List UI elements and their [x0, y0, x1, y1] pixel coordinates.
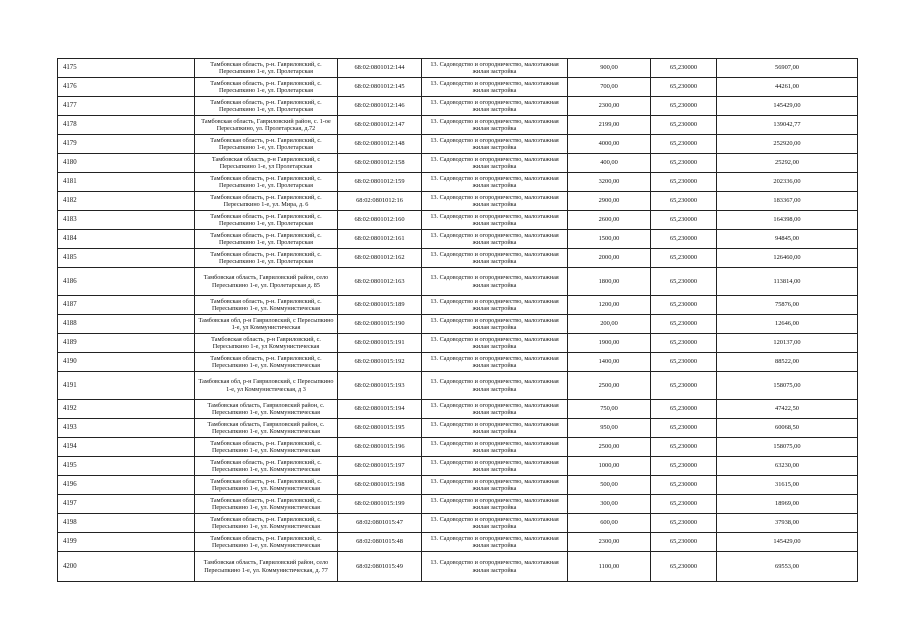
cadastral-number-cell: 68:02:0801012:160: [338, 211, 422, 230]
row-number: 4194: [58, 438, 195, 457]
land-use-cell: 13. Садоводство и огородничество, малоэтажная жилая застройка: [422, 400, 568, 419]
cadastral-number-cell: 68:02:0801015:48: [338, 533, 422, 552]
cadastral-number-cell: 68:02:0801015:199: [338, 495, 422, 514]
address-cell: Тамбовская область, р-н Гавриловский, с. Пересыпкино 1-е, ул Коммунистическая: [195, 334, 338, 353]
table-row: [58, 514, 858, 533]
cadastral-value-cell: 56907,00: [717, 59, 858, 78]
address-cell: Тамбовская область, Гавриловский район, село Пересыпкино 1-е, ул. Пролетарская д. 85: [195, 268, 338, 296]
address-cell: Тамбовская область, р-н. Гавриловский, с. Пересыпкино 1-е, ул. Пролетарская: [195, 59, 338, 78]
table-row: [58, 296, 858, 315]
cadastral-number-cell: 68:02:0801012:163: [338, 268, 422, 296]
row-number: 4183: [58, 211, 195, 230]
area-cell: 4000,00: [568, 135, 651, 154]
address-cell: Тамбовская область, р-н. Гавриловский, с. Пересыпкино 1-е, ул. Коммунистическая: [195, 438, 338, 457]
cadastral-value-cell: 158075,00: [717, 438, 858, 457]
cadastral-number-cell: 68:02:0801012:148: [338, 135, 422, 154]
row-number: 4193: [58, 419, 195, 438]
land-use-cell: 13. Садоводство и огородничество, малоэтажная жилая застройка: [422, 334, 568, 353]
cadastral-number-cell: 68:02:0801015:191: [338, 334, 422, 353]
table-row: [58, 135, 858, 154]
area-cell: 1200,00: [568, 296, 651, 315]
row-number: 4190: [58, 353, 195, 372]
area-cell: 950,00: [568, 419, 651, 438]
cadastral-number-cell: 68:02:0801015:197: [338, 457, 422, 476]
land-use-cell: 13. Садоводство и огородничество, малоэтажная жилая застройка: [422, 173, 568, 192]
specific-value-cell: 65,230000: [651, 78, 717, 97]
address-cell: Тамбовская область, р-н. Гавриловский, с. Пересыпкино 1-е, ул. Пролетарская: [195, 135, 338, 154]
row-number: 4192: [58, 400, 195, 419]
cadastral-value-cell: 75876,00: [717, 296, 858, 315]
cadastral-value-cell: 12646,00: [717, 315, 858, 334]
table-row: [58, 59, 858, 78]
cadastral-value-cell: 37938,00: [717, 514, 858, 533]
row-number: 4180: [58, 154, 195, 173]
row-number: 4195: [58, 457, 195, 476]
cadastral-number-cell: 68:02:0801015:198: [338, 476, 422, 495]
table-row: [58, 192, 858, 211]
table-row: [58, 334, 858, 353]
land-use-cell: 13. Садоводство и огородничество, малоэтажная жилая застройка: [422, 438, 568, 457]
address-cell: Тамбовская область, р-н. Гавриловский, с. Пересыпкино 1-е, ул. Пролетарская: [195, 97, 338, 116]
cadastral-number-cell: 68:02:0801015:192: [338, 353, 422, 372]
area-cell: 2500,00: [568, 438, 651, 457]
address-cell: Тамбовская область, р-н. Гавриловский, с. Пересыпкино 1-е, ул. Мира, д. 6: [195, 192, 338, 211]
land-use-cell: 13. Садоводство и огородничество, малоэтажная жилая застройка: [422, 296, 568, 315]
cadastral-value-table: [57, 58, 858, 582]
area-cell: 2000,00: [568, 249, 651, 268]
row-number: 4185: [58, 249, 195, 268]
table-row: [58, 533, 858, 552]
cadastral-value-cell: 44261,00: [717, 78, 858, 97]
area-cell: 900,00: [568, 59, 651, 78]
land-use-cell: 13. Садоводство и огородничество, малоэтажная жилая застройка: [422, 154, 568, 173]
cadastral-number-cell: 68:02:0801012:147: [338, 116, 422, 135]
address-cell: Тамбовская обл, р-н Гавриловский, с Пересыпкино 1-е, ул Коммунистическая: [195, 315, 338, 334]
area-cell: 2600,00: [568, 211, 651, 230]
table-row: [58, 211, 858, 230]
cadastral-number-cell: 68:02:0801012:144: [338, 59, 422, 78]
cadastral-value-cell: 202336,00: [717, 173, 858, 192]
specific-value-cell: 65,230000: [651, 552, 717, 582]
address-cell: Тамбовская область, р-н. Гавриловский, с. Пересыпкино 1-е, ул. Пролетарская: [195, 230, 338, 249]
specific-value-cell: 65,230000: [651, 372, 717, 400]
cadastral-value-cell: 88522,00: [717, 353, 858, 372]
specific-value-cell: 65,230000: [651, 192, 717, 211]
land-use-cell: 13. Садоводство и огородничество, малоэтажная жилая застройка: [422, 249, 568, 268]
cadastral-number-cell: 68:02:0801015:47: [338, 514, 422, 533]
cadastral-number-cell: 68:02:0801012:159: [338, 173, 422, 192]
specific-value-cell: 65,230000: [651, 230, 717, 249]
address-cell: Тамбовская область, р-н. Гавриловский, с. Пересыпкино 1-е, ул. Коммунистическая: [195, 495, 338, 514]
address-cell: Тамбовская область, р-н. Гавриловский, с. Пересыпкино 1-е, ул. Коммунистическая: [195, 476, 338, 495]
specific-value-cell: 65,230000: [651, 334, 717, 353]
address-cell: Тамбовская область, р-н. Гавриловский, с. Пересыпкино 1-е, ул. Коммунистическая: [195, 353, 338, 372]
address-cell: Тамбовская область, р-н Гавриловский, с Пересыпкино 1-е, ул Пролетарская: [195, 154, 338, 173]
specific-value-cell: 65,230000: [651, 457, 717, 476]
address-cell: Тамбовская область, р-н. Гавриловский, с. Пересыпкино 1-е, ул. Коммунистическая: [195, 457, 338, 476]
area-cell: 1000,00: [568, 457, 651, 476]
land-use-cell: 13. Садоводство и огородничество, малоэтажная жилая застройка: [422, 59, 568, 78]
land-use-cell: 13. Садоводство и огородничество, малоэтажная жилая застройка: [422, 495, 568, 514]
cadastral-number-cell: 68:02:0801015:194: [338, 400, 422, 419]
cadastral-number-cell: 68:02:0801015:196: [338, 438, 422, 457]
row-number: 4187: [58, 296, 195, 315]
area-cell: 2500,00: [568, 372, 651, 400]
area-cell: 1800,00: [568, 268, 651, 296]
table-row: [58, 419, 858, 438]
cadastral-number-cell: 68:02:0801012:146: [338, 97, 422, 116]
cadastral-value-cell: 18969,00: [717, 495, 858, 514]
table-row: [58, 372, 858, 400]
area-cell: 1400,00: [568, 353, 651, 372]
row-number: 4186: [58, 268, 195, 296]
cadastral-number-cell: 68:02:0801012:162: [338, 249, 422, 268]
specific-value-cell: 65,230000: [651, 533, 717, 552]
specific-value-cell: 65,230000: [651, 97, 717, 116]
cadastral-value-cell: 60068,50: [717, 419, 858, 438]
land-use-cell: 13. Садоводство и огородничество, малоэтажная жилая застройка: [422, 353, 568, 372]
specific-value-cell: 65,230000: [651, 154, 717, 173]
cadastral-number-cell: 68:02:0801015:193: [338, 372, 422, 400]
row-number: 4191: [58, 372, 195, 400]
land-use-cell: 13. Садоводство и огородничество, малоэтажная жилая застройка: [422, 192, 568, 211]
table-row: [58, 268, 858, 296]
table-row: [58, 78, 858, 97]
land-use-cell: 13. Садоводство и огородничество, малоэтажная жилая застройка: [422, 552, 568, 582]
table-row: [58, 400, 858, 419]
address-cell: Тамбовская область, р-н. Гавриловский, с. Пересыпкино 1-е, ул. Пролетарская: [195, 173, 338, 192]
area-cell: 1100,00: [568, 552, 651, 582]
cadastral-value-cell: 113814,00: [717, 268, 858, 296]
address-cell: Тамбовская область, р-н. Гавриловский, с. Пересыпкино 1-е, ул. Коммунистическая: [195, 296, 338, 315]
table-row: [58, 249, 858, 268]
row-number: 4177: [58, 97, 195, 116]
cadastral-value-cell: 94845,00: [717, 230, 858, 249]
row-number: 4197: [58, 495, 195, 514]
specific-value-cell: 65,230000: [651, 59, 717, 78]
row-number: 4189: [58, 334, 195, 353]
cadastral-number-cell: 68:02:0801012:145: [338, 78, 422, 97]
address-cell: Тамбовская область, р-н. Гавриловский, с. Пересыпкино 1-е, ул. Пролетарская: [195, 249, 338, 268]
table-row: [58, 353, 858, 372]
area-cell: 200,00: [568, 315, 651, 334]
table-row: [58, 97, 858, 116]
row-number: 4200: [58, 552, 195, 582]
table-row: [58, 315, 858, 334]
specific-value-cell: 65,230000: [651, 315, 717, 334]
address-cell: Тамбовская область, р-н. Гавриловский, с. Пересыпкино 1-е, ул. Пролетарская: [195, 211, 338, 230]
cadastral-value-cell: 120137,00: [717, 334, 858, 353]
row-number: 4178: [58, 116, 195, 135]
specific-value-cell: 65,230000: [651, 353, 717, 372]
table-row: [58, 457, 858, 476]
cadastral-value-cell: 31615,00: [717, 476, 858, 495]
cadastral-value-cell: 47422,50: [717, 400, 858, 419]
cadastral-number-cell: 68:02:0801015:190: [338, 315, 422, 334]
area-cell: 2199,00: [568, 116, 651, 135]
row-number: 4199: [58, 533, 195, 552]
area-cell: 400,00: [568, 154, 651, 173]
cadastral-number-cell: 68:02:0801015:49: [338, 552, 422, 582]
land-use-cell: 13. Садоводство и огородничество, малоэтажная жилая застройка: [422, 230, 568, 249]
cadastral-value-cell: 63230,00: [717, 457, 858, 476]
cadastral-value-cell: 145429,00: [717, 97, 858, 116]
specific-value-cell: 65,230000: [651, 211, 717, 230]
cadastral-value-cell: 183367,00: [717, 192, 858, 211]
area-cell: 750,00: [568, 400, 651, 419]
specific-value-cell: 65,230000: [651, 296, 717, 315]
land-use-cell: 13. Садоводство и огородничество, малоэтажная жилая застройка: [422, 315, 568, 334]
specific-value-cell: 65,230000: [651, 249, 717, 268]
address-cell: Тамбовская область, р-н. Гавриловский, с. Пересыпкино 1-е, ул. Пролетарская: [195, 78, 338, 97]
land-use-cell: 13. Садоводство и огородничество, малоэтажная жилая застройка: [422, 268, 568, 296]
land-use-cell: 13. Садоводство и огородничество, малоэтажная жилая застройка: [422, 211, 568, 230]
row-number: 4181: [58, 173, 195, 192]
cadastral-number-cell: 68:02:0801012:158: [338, 154, 422, 173]
address-cell: Тамбовская область, р-н. Гавриловский, с. Пересыпкино 1-е, ул. Коммунистическая: [195, 533, 338, 552]
row-number: 4176: [58, 78, 195, 97]
specific-value-cell: 65,230000: [651, 268, 717, 296]
specific-value-cell: 65,230000: [651, 514, 717, 533]
area-cell: 2300,00: [568, 97, 651, 116]
specific-value-cell: 65,230000: [651, 400, 717, 419]
land-use-cell: 13. Садоводство и огородничество, малоэтажная жилая застройка: [422, 116, 568, 135]
specific-value-cell: 65,230000: [651, 116, 717, 135]
land-use-cell: 13. Садоводство и огородничество, малоэтажная жилая застройка: [422, 419, 568, 438]
area-cell: 2300,00: [568, 533, 651, 552]
address-cell: Тамбовская область, Гавриловский район, с. 1-ое Пересыпкино, ул. Пролетарская, д.72: [195, 116, 338, 135]
land-use-cell: 13. Садоводство и огородничество, малоэтажная жилая застройка: [422, 457, 568, 476]
row-number: 4188: [58, 315, 195, 334]
table-row: [58, 116, 858, 135]
row-number: 4198: [58, 514, 195, 533]
table-row: [58, 154, 858, 173]
cadastral-value-cell: 139042,77: [717, 116, 858, 135]
area-cell: 1500,00: [568, 230, 651, 249]
specific-value-cell: 65,230000: [651, 173, 717, 192]
land-use-cell: 13. Садоводство и огородничество, малоэтажная жилая застройка: [422, 78, 568, 97]
cadastral-number-cell: 68:02:0801015:195: [338, 419, 422, 438]
specific-value-cell: 65,230000: [651, 419, 717, 438]
land-use-cell: 13. Садоводство и огородничество, малоэтажная жилая застройка: [422, 372, 568, 400]
land-use-cell: 13. Садоводство и огородничество, малоэтажная жилая застройка: [422, 97, 568, 116]
cadastral-value-cell: 145429,00: [717, 533, 858, 552]
cadastral-value-cell: 252920,00: [717, 135, 858, 154]
table-row: [58, 476, 858, 495]
cadastral-value-cell: 69553,00: [717, 552, 858, 582]
row-number: 4196: [58, 476, 195, 495]
area-cell: 1900,00: [568, 334, 651, 353]
specific-value-cell: 65,230000: [651, 135, 717, 154]
area-cell: 700,00: [568, 78, 651, 97]
land-use-cell: 13. Садоводство и огородничество, малоэтажная жилая застройка: [422, 135, 568, 154]
cadastral-value-cell: 164398,00: [717, 211, 858, 230]
land-use-cell: 13. Садоводство и огородничество, малоэтажная жилая застройка: [422, 533, 568, 552]
table-row: [58, 495, 858, 514]
table-row: [58, 552, 858, 582]
specific-value-cell: 65,230000: [651, 495, 717, 514]
specific-value-cell: 65,230000: [651, 476, 717, 495]
cadastral-number-cell: 68:02:0801012:16: [338, 192, 422, 211]
address-cell: Тамбовская обл, р-н Гавриловский, с Пересыпкино 1-е, ул Коммунистическая, д 3: [195, 372, 338, 400]
area-cell: 2900,00: [568, 192, 651, 211]
table-row: [58, 438, 858, 457]
cadastral-value-cell: 126460,00: [717, 249, 858, 268]
row-number: 4175: [58, 59, 195, 78]
address-cell: Тамбовская область, р-н. Гавриловский, с. Пересыпкино 1-е, ул. Коммунистическая: [195, 514, 338, 533]
cadastral-value-cell: 25292,00: [717, 154, 858, 173]
table-row: [58, 230, 858, 249]
table-row: [58, 173, 858, 192]
row-number: 4182: [58, 192, 195, 211]
land-use-cell: 13. Садоводство и огородничество, малоэтажная жилая застройка: [422, 476, 568, 495]
address-cell: Тамбовская область, Гавриловский район, с. Пересыпкино 1-е, ул. Коммунистическая: [195, 400, 338, 419]
area-cell: 500,00: [568, 476, 651, 495]
specific-value-cell: 65,230000: [651, 438, 717, 457]
address-cell: Тамбовская область, Гавриловский район, село Пересыпкино 1-е, ул. Коммунистическая, д. 77: [195, 552, 338, 582]
address-cell: Тамбовская область, Гавриловский район, с. Пересыпкино 1-е, ул. Коммунистическая: [195, 419, 338, 438]
cadastral-number-cell: 68:02:0801012:161: [338, 230, 422, 249]
area-cell: 600,00: [568, 514, 651, 533]
table-body: [58, 59, 858, 582]
land-use-cell: 13. Садоводство и огородничество, малоэтажная жилая застройка: [422, 514, 568, 533]
row-number: 4184: [58, 230, 195, 249]
area-cell: 3200,00: [568, 173, 651, 192]
row-number: 4179: [58, 135, 195, 154]
cadastral-value-cell: 158075,00: [717, 372, 858, 400]
cadastral-number-cell: 68:02:0801015:189: [338, 296, 422, 315]
area-cell: 300,00: [568, 495, 651, 514]
